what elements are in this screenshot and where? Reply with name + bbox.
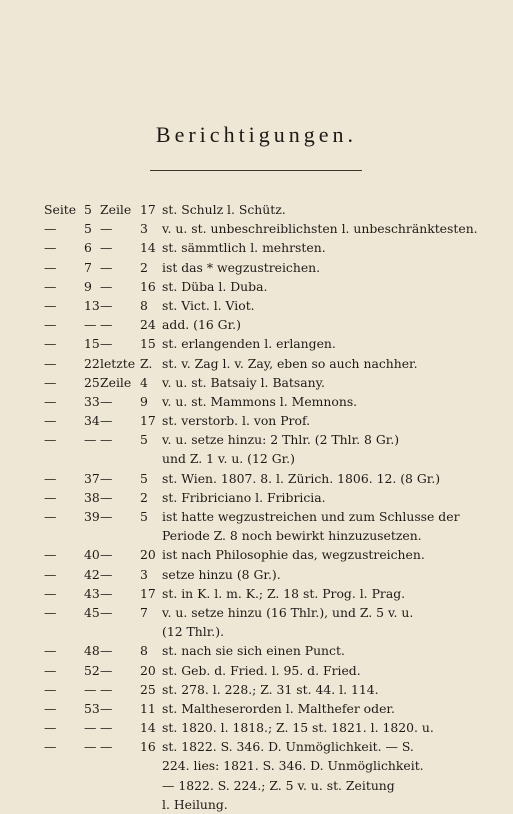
entry-label-line: —: [100, 547, 113, 563]
entry-line-number: 9: [140, 393, 148, 409]
entry-page-number: 22: [84, 355, 100, 371]
entry-label-line: —: [100, 432, 113, 448]
errata-entry: [0, 411, 513, 430]
entry-page-number: —: [84, 432, 97, 448]
entry-page-number: 40: [84, 547, 100, 563]
entry-line-number: 2: [140, 489, 148, 505]
entry-page-number: 33: [84, 393, 100, 409]
entry-correction-text: (12 Thlr.).: [162, 624, 225, 640]
errata-entry: [0, 354, 513, 373]
errata-list: [0, 200, 513, 814]
entry-label-line: —: [100, 509, 113, 524]
entry-correction-text: ist das * wegzustreichen.: [162, 259, 321, 275]
entry-line-number: Z.: [140, 355, 153, 371]
entry-page-number: 42: [84, 566, 100, 582]
entry-label-line: —: [100, 470, 113, 486]
entry-correction-text: st. sämmtlich l. mehrsten.: [162, 240, 326, 256]
entry-correction-text: st. 1822. S. 346. D. Unmöglichkeit. — S.: [162, 739, 414, 755]
page-title: Berichtigungen.: [155, 122, 358, 147]
entry-label-line: —: [100, 278, 113, 294]
entry-label-line: —: [100, 240, 113, 256]
errata-entry: [0, 296, 513, 315]
entry-label-page: Seite: [44, 202, 77, 217]
errata-entry: [0, 449, 513, 468]
entry-label-page: —: [44, 355, 57, 371]
errata-entry: [0, 776, 513, 795]
entry-label-page: —: [44, 278, 57, 294]
entry-line-number: 14: [140, 240, 156, 256]
entry-label-page: —: [44, 221, 57, 237]
errata-entry: [0, 545, 513, 564]
entry-label-page: —: [44, 643, 57, 659]
entry-label-line: —: [100, 681, 113, 697]
entry-page-number: 37: [84, 470, 100, 486]
entry-label-page: —: [44, 489, 57, 505]
errata-entry: [0, 641, 513, 660]
entry-correction-text: ist nach Philosophie das, wegzustreichen.: [162, 547, 425, 563]
entry-line-number: 24: [140, 317, 156, 333]
entry-label-page: —: [44, 470, 57, 486]
entry-page-number: 39: [84, 509, 100, 524]
entry-label-line: —: [100, 413, 113, 429]
entry-page-number: —: [84, 720, 97, 736]
entry-label-page: —: [44, 374, 57, 390]
entry-label-line: —: [100, 585, 113, 601]
entry-label-page: —: [44, 509, 57, 524]
entry-label-line: —: [100, 489, 113, 505]
errata-entry: [0, 277, 513, 296]
errata-entry: [0, 488, 513, 507]
entry-line-number: 25: [140, 681, 156, 697]
errata-entry: [0, 392, 513, 411]
entry-label-line: —: [100, 604, 113, 620]
entry-correction-text: v. u. st. Batsaiy l. Batsany.: [162, 374, 325, 390]
entry-correction-text: st. Geb. d. Fried. l. 95. d. Fried.: [162, 662, 361, 678]
errata-entry: [0, 200, 513, 219]
errata-entry: [0, 661, 513, 680]
entry-correction-text: v. u. setze hinzu: 2 Thlr. (2 Thlr. 8 Gr.): [162, 432, 400, 448]
entry-label-line: —: [100, 566, 113, 582]
entry-label-line: —: [100, 662, 113, 678]
entry-page-number: 25: [84, 374, 100, 390]
entry-page-number: 13: [84, 297, 100, 313]
entry-page-number: —: [84, 317, 97, 333]
errata-entry: [0, 718, 513, 737]
entry-correction-text: st. Vict. l. Viot.: [162, 297, 255, 313]
entry-line-number: 11: [140, 700, 156, 716]
entry-line-number: 4: [140, 374, 148, 390]
entry-correction-text: st. 278. l. 228.; Z. 31 st. 44. l. 114.: [162, 681, 379, 697]
entry-page-number: —: [84, 739, 97, 755]
entry-line-number: 5: [140, 432, 148, 448]
entry-correction-text: l. Heilung.: [162, 796, 228, 812]
entry-correction-text: Periode Z. 8 noch bewirkt hinzuzusetzen.: [162, 528, 422, 544]
errata-entry: [0, 430, 513, 449]
entry-label-line: Zeile: [100, 202, 132, 217]
entry-label-line: —: [100, 259, 113, 275]
entry-line-number: 20: [140, 547, 156, 563]
entry-page-number: 38: [84, 489, 100, 505]
entry-label-line: —: [100, 643, 113, 659]
errata-entry: [0, 334, 513, 353]
entry-correction-text: st. Düba l. Duba.: [162, 278, 268, 294]
errata-entry: [0, 603, 513, 622]
entry-label-line: —: [100, 720, 113, 736]
entry-line-number: 5: [140, 509, 148, 524]
entry-correction-text: v. u. st. unbeschreiblichsten l. unbeschränktesten.: [162, 221, 478, 237]
entry-label-page: —: [44, 432, 57, 448]
errata-entry: [0, 584, 513, 603]
entry-label-page: —: [44, 240, 57, 256]
entry-correction-text: — 1822. S. 224.; Z. 5 v. u. st. Zeitung: [162, 777, 395, 793]
entry-label-line: letzte: [100, 355, 136, 371]
entry-label-line: —: [100, 317, 113, 333]
entry-line-number: 5: [140, 470, 148, 486]
entry-page-number: 48: [84, 643, 100, 659]
entry-line-number: 15: [140, 336, 156, 352]
entry-page-number: 52: [84, 662, 100, 678]
entry-page-number: 5: [84, 221, 92, 237]
errata-entry: [0, 622, 513, 641]
errata-entry: [0, 756, 513, 775]
errata-entry: [0, 565, 513, 584]
entry-label-line: —: [100, 297, 113, 313]
entry-line-number: 17: [140, 585, 156, 601]
entry-correction-text: st. erlangenden l. erlangen.: [162, 336, 336, 352]
entry-label-line: —: [100, 393, 113, 409]
title-rule: [150, 170, 362, 171]
entry-label-page: —: [44, 336, 57, 352]
errata-entry: [0, 526, 513, 545]
entry-correction-text: ist hatte wegzustreichen und zum Schlusse der: [162, 509, 460, 524]
errata-entry: [0, 680, 513, 699]
entry-label-page: —: [44, 317, 57, 333]
entry-line-number: 7: [140, 604, 148, 620]
errata-entry: [0, 795, 513, 814]
errata-entry: [0, 469, 513, 488]
entry-correction-text: st. verstorb. l. von Prof.: [162, 413, 311, 429]
entry-correction-text: st. Wien. 1807. 8. l. Zürich. 1806. 12. (8 Gr.): [162, 470, 441, 486]
entry-correction-text: setze hinzu (8 Gr.).: [162, 566, 281, 582]
entry-line-number: 8: [140, 643, 148, 659]
entry-label-page: —: [44, 393, 57, 409]
entry-label-page: —: [44, 700, 57, 716]
entry-line-number: 17: [140, 202, 156, 217]
errata-entry: [0, 258, 513, 277]
entry-page-number: 43: [84, 585, 100, 601]
entry-label-page: —: [44, 720, 57, 736]
entry-label-page: —: [44, 297, 57, 313]
entry-page-number: 9: [84, 278, 92, 294]
entry-correction-text: st. nach sie sich einen Punct.: [162, 643, 345, 659]
entry-correction-text: st. in K. l. m. K.; Z. 18 st. Prog. l. Prag.: [162, 585, 406, 601]
entry-page-number: 53: [84, 700, 100, 716]
entry-label-page: —: [44, 259, 57, 275]
errata-entry: [0, 737, 513, 756]
entry-correction-text: st. 1820. l. 1818.; Z. 15 st. 1821. l. 1820. u.: [162, 720, 434, 736]
entry-page-number: 15: [84, 336, 100, 352]
entry-correction-text: st. v. Zag l. v. Zay, eben so auch nachher.: [162, 355, 418, 371]
entry-correction-text: und Z. 1 v. u. (12 Gr.): [162, 451, 295, 467]
entry-label-line: Zeile: [100, 374, 132, 390]
entry-label-page: —: [44, 681, 57, 697]
entry-line-number: 20: [140, 662, 156, 678]
entry-line-number: 2: [140, 259, 148, 275]
entry-correction-text: v. u. setze hinzu (16 Thlr.), und Z. 5 v. u.: [162, 604, 414, 620]
entry-line-number: 17: [140, 413, 156, 429]
entry-label-line: —: [100, 221, 113, 237]
entry-label-line: —: [100, 336, 113, 352]
entry-label-page: —: [44, 566, 57, 582]
entry-correction-text: v. u. st. Mammons l. Memnons.: [162, 393, 358, 409]
entry-label-page: —: [44, 547, 57, 563]
entry-correction-text: st. Fribriciano l. Fribricia.: [162, 489, 326, 505]
entry-correction-text: st. Schulz l. Schütz.: [162, 202, 286, 217]
errata-entry: [0, 238, 513, 257]
entry-page-number: 7: [84, 259, 92, 275]
entry-line-number: 16: [140, 739, 156, 755]
errata-entry: [0, 699, 513, 718]
entry-line-number: 3: [140, 566, 148, 582]
entry-label-page: —: [44, 739, 57, 755]
errata-entry: [0, 219, 513, 238]
entry-correction-text: st. Maltheserorden l. Malthefer oder.: [162, 700, 395, 716]
entry-line-number: 14: [140, 720, 156, 736]
entry-page-number: 45: [84, 604, 100, 620]
entry-line-number: 3: [140, 221, 148, 237]
entry-label-line: —: [100, 700, 113, 716]
entry-page-number: —: [84, 681, 97, 697]
entry-line-number: 8: [140, 297, 148, 313]
errata-entry: [0, 373, 513, 392]
entry-label-line: —: [100, 739, 113, 755]
entry-page-number: 34: [84, 413, 100, 429]
errata-entry: [0, 315, 513, 334]
entry-label-page: —: [44, 413, 57, 429]
entry-correction-text: 224. lies: 1821. S. 346. D. Unmöglichkeit.: [162, 758, 424, 774]
entry-correction-text: add. (16 Gr.): [162, 317, 241, 333]
entry-page-number: 5: [84, 202, 92, 217]
errata-entry: [0, 507, 513, 526]
entry-page-number: 6: [84, 240, 92, 256]
entry-label-page: —: [44, 585, 57, 601]
entry-label-page: —: [44, 662, 57, 678]
entry-label-page: —: [44, 604, 57, 620]
entry-line-number: 16: [140, 278, 156, 294]
